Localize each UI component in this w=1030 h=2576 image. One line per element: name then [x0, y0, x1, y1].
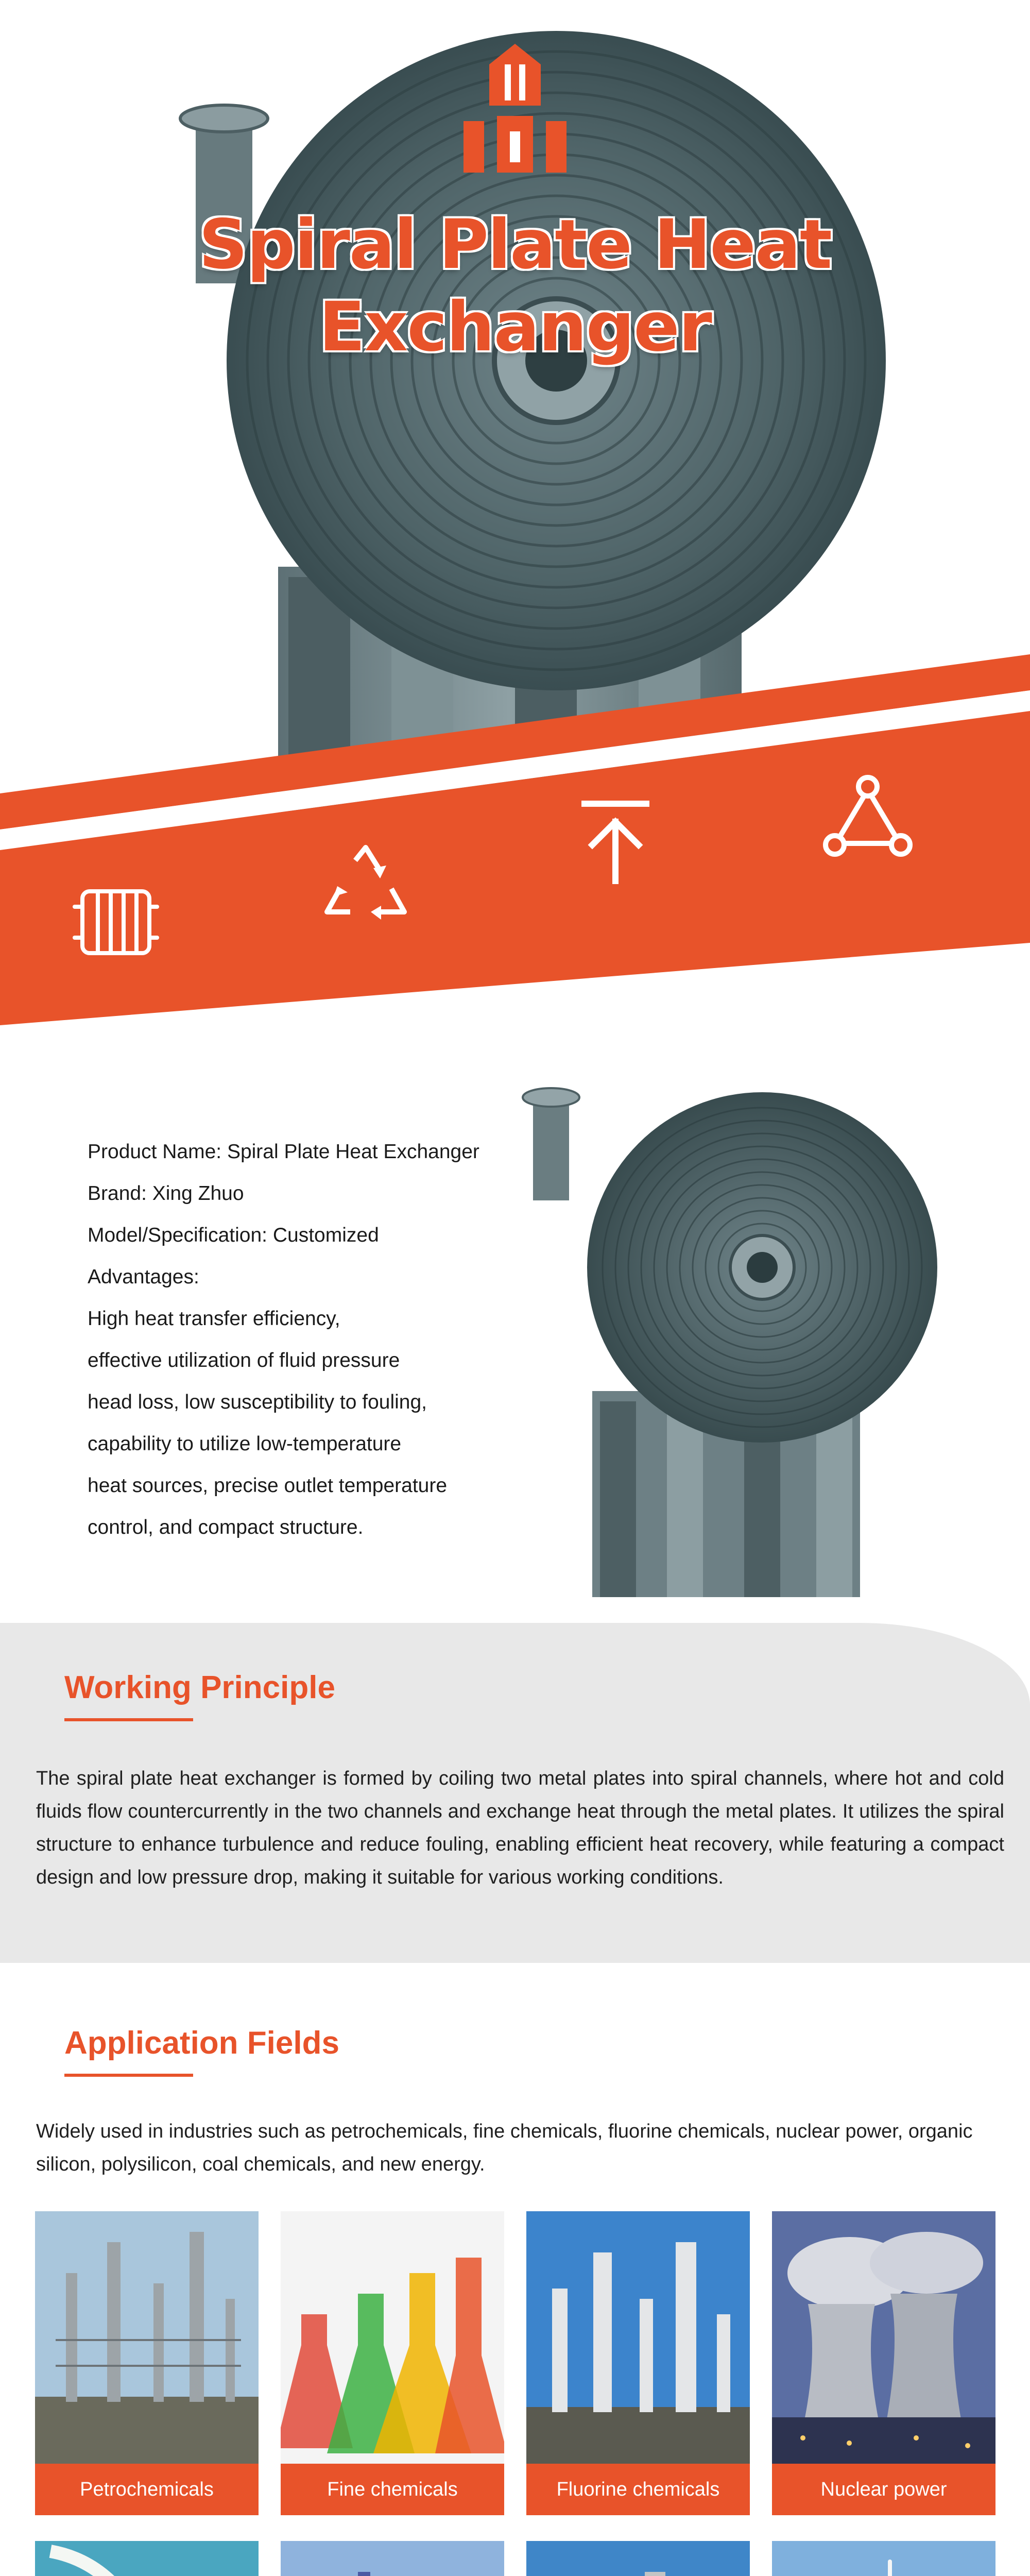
app-card-organic-silicon: [35, 2541, 259, 2576]
application-fields-intro: Widely used in industries such as petrochemicals, fine chemicals, fluorine chemicals, nuclear power, organic silicon, polysilicon, coal chemicals, and new energy.: [36, 2121, 973, 2175]
spec-advantage-line: effective utilization of fluid pressure: [88, 1349, 400, 1371]
polysilicon-photo: [281, 2541, 504, 2576]
app-label: Fine chemicals: [281, 2464, 504, 2515]
title-underline: [64, 2074, 193, 2077]
spec-product-name: Product Name: Spiral Plate Heat Exchanger: [88, 1141, 479, 1163]
spec-advantage-line: head loss, low susceptibility to fouling,: [88, 1391, 427, 1413]
hero-banner: [0, 0, 1030, 1025]
app-card-nuclear-power: [772, 2211, 995, 2515]
product-info: [0, 1025, 1030, 1623]
brand-logo-icon: [453, 44, 577, 178]
application-fields-section: [0, 1963, 1030, 2576]
spec-advantages-heading: Advantages:: [88, 1266, 199, 1288]
app-card-fluorine-chemicals: [526, 2211, 750, 2515]
upload-icon: [569, 793, 662, 886]
recycle-icon: [319, 840, 412, 933]
title-underline: [64, 1718, 193, 1721]
product-photo: [515, 1082, 937, 1618]
spec-advantage-line: High heat transfer efficiency,: [88, 1308, 340, 1330]
title-line-2: Exchanger: [319, 287, 711, 367]
spec-advantage-line: control, and compact structure.: [88, 1516, 364, 1538]
app-card-new-energy: [772, 2541, 995, 2576]
application-fields-title: Application Fields: [64, 2025, 339, 2061]
coal-chemicals-photo: [526, 2541, 750, 2576]
app-card-fine-chemicals: [281, 2211, 504, 2515]
app-card-petrochemicals: [35, 2211, 259, 2515]
radiator-icon: [70, 876, 162, 969]
app-label: Fluorine chemicals: [526, 2464, 750, 2515]
page-title: [0, 204, 1030, 368]
fine-chemicals-photo: [281, 2211, 504, 2464]
spec-brand: Brand: Xing Zhuo: [88, 1182, 244, 1205]
fluorine-chemicals-photo: [526, 2211, 750, 2464]
working-principle-section: [0, 1623, 1030, 1963]
product-spec-list: [88, 1131, 520, 1548]
spec-model: Model/Specification: Customized: [88, 1224, 379, 1246]
organic-silicon-photo: [35, 2541, 259, 2576]
app-label: Petrochemicals: [35, 2464, 259, 2515]
title-line-1: Spiral Plate Heat: [199, 205, 831, 284]
petrochemicals-photo: [35, 2211, 259, 2464]
spec-advantage-line: capability to utilize low-temperature: [88, 1433, 402, 1455]
app-label: Nuclear power: [772, 2464, 995, 2515]
app-card-polysilicon: [281, 2541, 504, 2576]
nuclear-power-photo: [772, 2211, 995, 2464]
new-energy-photo: [772, 2541, 995, 2576]
triangle-network-icon: [821, 770, 914, 863]
spec-advantage-line: heat sources, precise outlet temperature: [88, 1475, 448, 1497]
working-principle-title: Working Principle: [64, 1670, 335, 1705]
app-card-coal-chemicals: [526, 2541, 750, 2576]
working-principle-text: The spiral plate heat exchanger is formed by coiling two metal plates into spiral channels, where hot and cold fluids flow countercurrently in the two channels and exchange heat through the metal plates. It utilizes the spiral structure to enhance turbulence and reduce fouling, enabling efficient heat recovery, while featuring a compact design and low pressure drop, making it suitable for various working conditions.: [36, 1768, 1004, 1888]
